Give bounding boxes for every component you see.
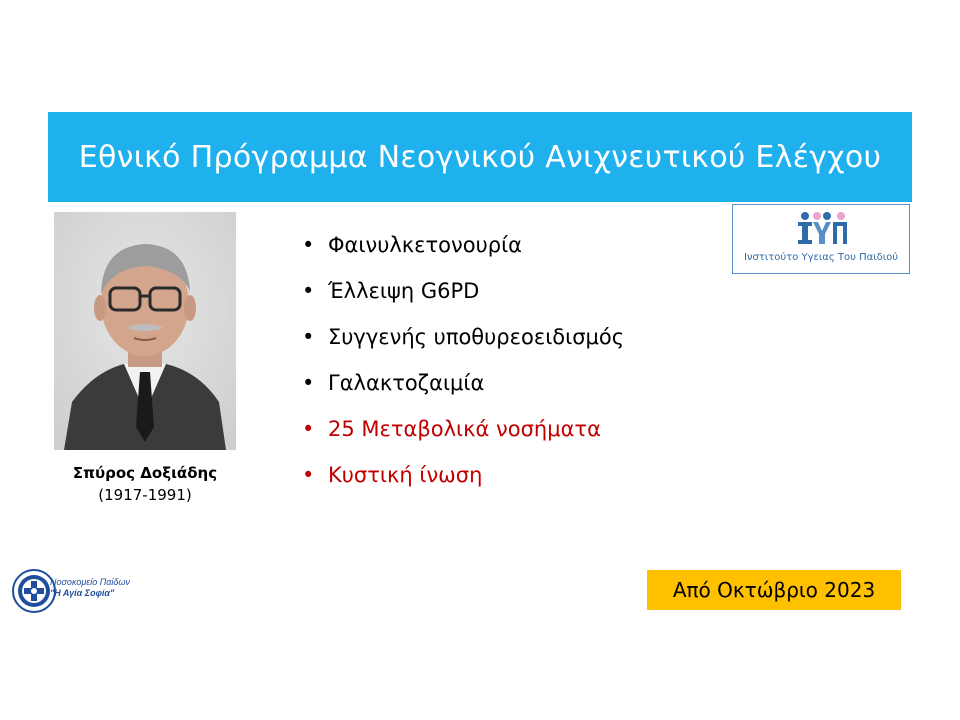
portrait-photo <box>54 212 236 450</box>
portrait-years: (1917-1991) <box>98 486 192 504</box>
list-item-text: Φαινυλκετονουρία <box>328 233 523 257</box>
institute-logo-icon <box>797 211 847 249</box>
list-item-text: Γαλακτοζαιμία <box>328 371 485 395</box>
bullet-icon: • <box>302 371 315 395</box>
slide-title: Εθνικό Πρόγραμμα Νεογνικού Ανιχνευτικού Ελέγχου <box>78 139 882 175</box>
institute-logo-text: Ινστιτούτο Υγειας Του Παιδιού <box>743 252 899 263</box>
list-item-text: Έλλειψη G6PD <box>328 279 480 303</box>
title-banner <box>48 112 912 202</box>
list-item-text: 25 Μεταβολικά νοσήματα <box>328 417 601 441</box>
bullet-icon: • <box>302 233 315 257</box>
portrait-caption <box>40 462 250 506</box>
bullet-icon: • <box>302 417 315 441</box>
list-item <box>300 314 624 360</box>
date-badge <box>647 570 901 610</box>
list-item <box>300 406 624 452</box>
list-item <box>300 452 624 498</box>
hospital-name-line1: Νοσοκομείο Παίδων <box>50 577 130 587</box>
portrait-name: Σπύρος Δοξιάδης <box>72 464 218 482</box>
hospital-logo-text <box>50 577 130 599</box>
list-item <box>300 222 624 268</box>
institute-logo <box>732 204 910 274</box>
bullet-icon: • <box>302 463 315 487</box>
bullet-list <box>300 222 624 498</box>
bullet-icon: • <box>302 325 315 349</box>
list-item <box>300 268 624 314</box>
list-item-text: Κυστική ίνωση <box>328 463 483 487</box>
bullet-icon: • <box>302 279 315 303</box>
date-badge-text: Από Οκτώβριο 2023 <box>672 578 876 602</box>
list-item <box>300 360 624 406</box>
hospital-name-line2: "Η Αγία Σοφία" <box>50 588 115 598</box>
list-item-text: Συγγενής υποθυρεοειδισμός <box>328 325 625 349</box>
